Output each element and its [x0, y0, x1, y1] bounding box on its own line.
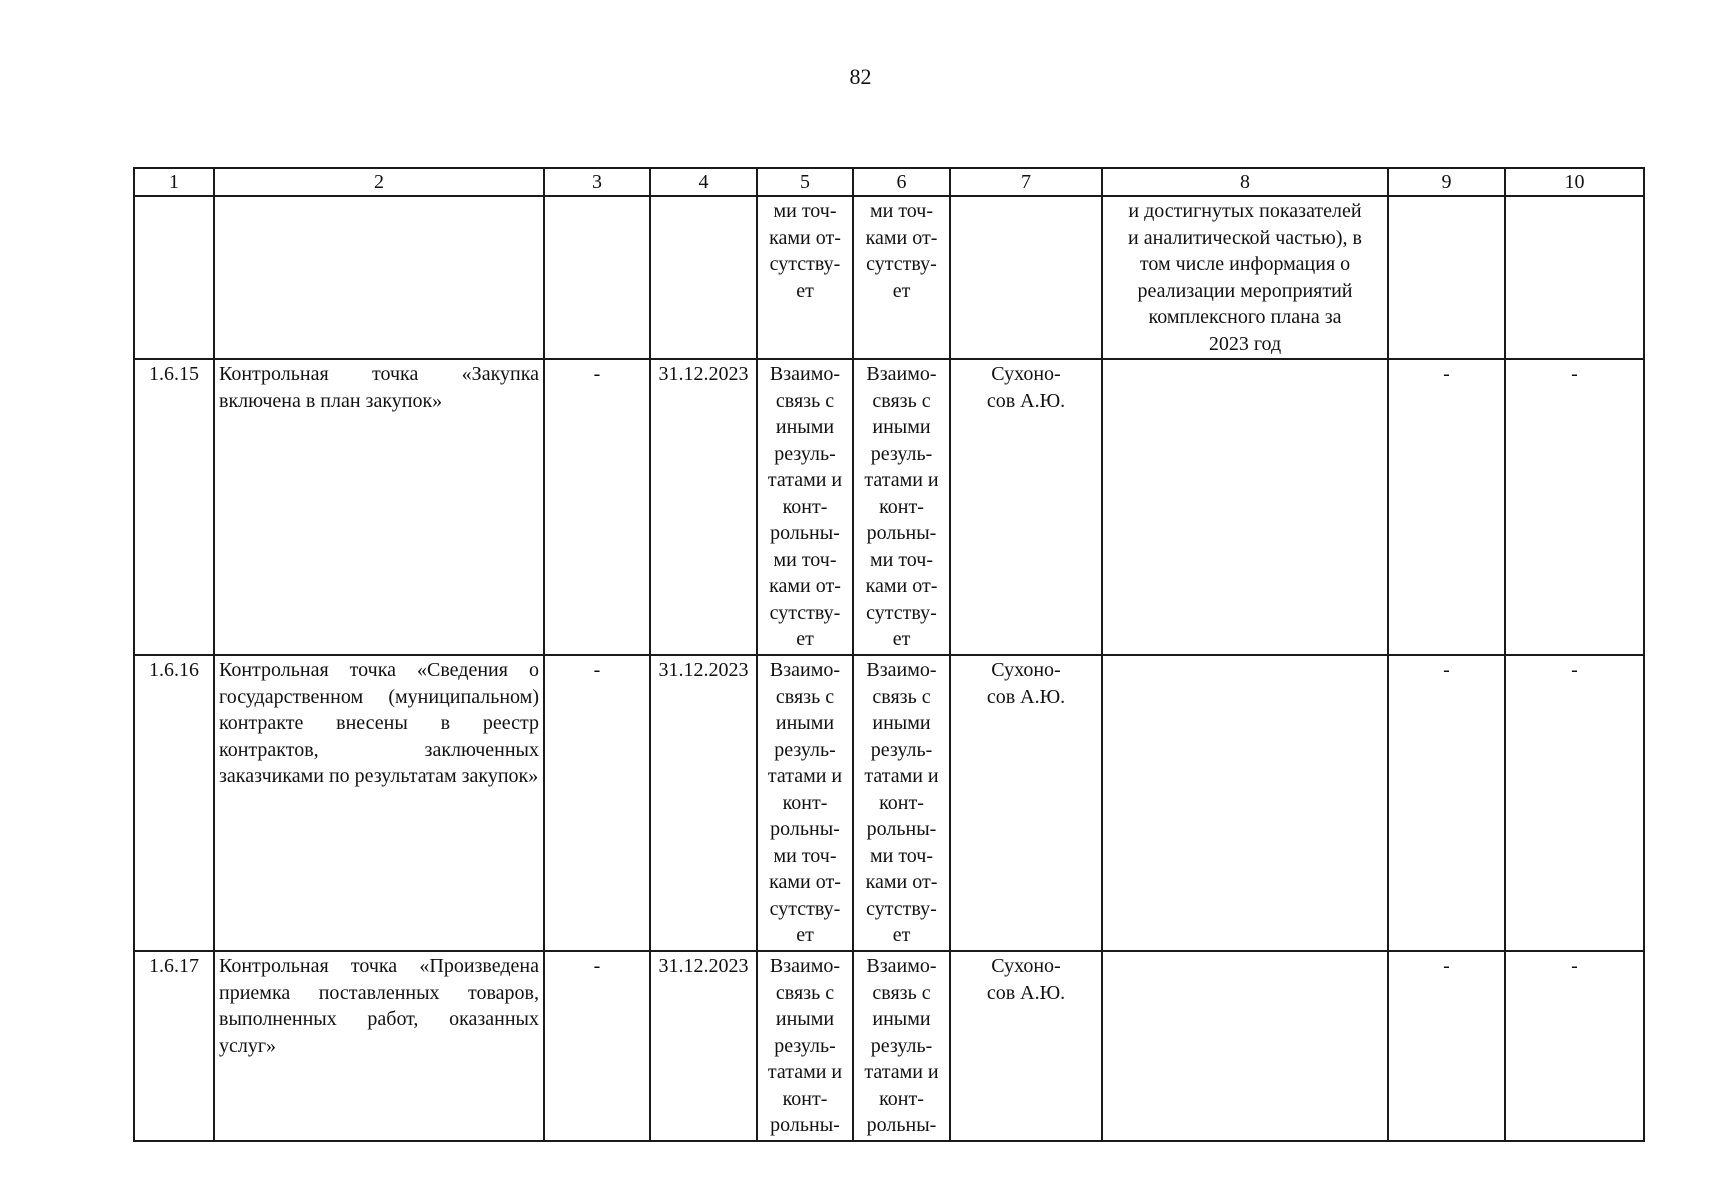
- cell-line: иными: [775, 416, 835, 438]
- cell-line: ет: [796, 628, 814, 650]
- relation-cell: [757, 359, 853, 655]
- cell-line: резуль-: [774, 738, 836, 761]
- relation-cell: [757, 951, 853, 1141]
- cell-line: 2023 год: [1208, 332, 1282, 355]
- cell-line: Сухоно-: [991, 659, 1061, 681]
- relation-cell: [757, 196, 853, 359]
- cell-line: Взаимо-: [769, 363, 841, 385]
- cell-line: рольны-: [866, 522, 937, 544]
- info-cell: [1102, 655, 1388, 951]
- table-row: [134, 196, 1644, 359]
- date-cell: 31.12.2023: [650, 359, 757, 655]
- column-numbers-row: [134, 168, 1644, 196]
- info-cell: [1102, 196, 1388, 359]
- cell-line: резуль-: [774, 442, 836, 465]
- plan-table: [133, 167, 1645, 1142]
- cell-line: татами и: [767, 469, 843, 491]
- table-row: [134, 655, 1644, 951]
- cell-line: резуль-: [870, 1034, 933, 1057]
- cell-line: связь с: [872, 685, 931, 708]
- cell-line: ми точ-: [773, 844, 837, 867]
- cell-line: ет: [892, 628, 911, 650]
- relation-cell: [853, 655, 950, 951]
- cell-line: связь с: [775, 685, 835, 708]
- info-cell: [1102, 359, 1388, 655]
- cell-line: иными: [872, 416, 931, 438]
- cell-line: и аналитической частью), в: [1128, 226, 1362, 249]
- column-header: 4: [650, 168, 757, 196]
- column-header: 3: [544, 168, 650, 196]
- cell-line: связь с: [872, 981, 931, 1004]
- column-3-cell: -: [544, 951, 650, 1141]
- cell-line: сов А.Ю.: [986, 685, 1066, 708]
- cell-line: сутству-: [769, 897, 841, 920]
- cell-line: иными: [872, 712, 931, 734]
- cell-line: связь с: [775, 389, 835, 412]
- column-header: 9: [1388, 168, 1505, 196]
- table-body: [134, 196, 1644, 1141]
- cell-line: том числе информация о: [1139, 253, 1351, 275]
- cell-line: комплексного плана за: [1148, 306, 1342, 328]
- cell-line: ет: [892, 924, 911, 946]
- cell-line: татами и: [767, 1061, 843, 1083]
- cell-line: связь с: [872, 389, 931, 412]
- column-header: 5: [757, 168, 853, 196]
- responsible-cell: [950, 196, 1102, 359]
- cell-line: рольны-: [866, 818, 937, 840]
- cell-line: иными: [872, 1008, 931, 1030]
- column-9-cell: -: [1388, 359, 1505, 655]
- responsible-cell: [950, 359, 1102, 655]
- cell-line: ми точ-: [773, 548, 837, 571]
- cell-line: ками от-: [865, 871, 938, 893]
- cell-line: Взаимо-: [866, 659, 937, 681]
- column-10-cell: [1505, 196, 1644, 359]
- cell-line: Взаимо-: [866, 363, 937, 385]
- cell-line: конт-: [879, 791, 924, 814]
- name-cell: [214, 196, 544, 359]
- cell-line: иными: [775, 1008, 835, 1030]
- cell-line: конт-: [782, 1087, 828, 1110]
- cell-line: ками от-: [769, 871, 841, 893]
- cell-line: конт-: [782, 791, 828, 814]
- cell-line: Сухоно-: [991, 955, 1061, 977]
- responsible-cell: [950, 951, 1102, 1141]
- cell-line: татами и: [767, 765, 843, 787]
- date-cell: [650, 196, 757, 359]
- cell-line: резуль-: [774, 1034, 836, 1057]
- name-cell: Контрольная точка «Сведения о государственном (муниципальном) контракте внесены в реестр контрактов, заключенных заказчиками по результатам закупок»: [214, 655, 544, 951]
- row-number-cell: [134, 196, 214, 359]
- column-10-cell: -: [1505, 951, 1644, 1141]
- cell-line: ками от-: [865, 575, 938, 597]
- column-9-cell: -: [1388, 655, 1505, 951]
- cell-line: ками от-: [769, 226, 841, 249]
- name-cell: Контрольная точка «Произведена приемка поставленных товаров, выполненных работ, оказанных услуг»: [214, 951, 544, 1141]
- name-cell: Контрольная точка «Закупка включена в план закупок»: [214, 359, 544, 655]
- cell-line: конт-: [879, 1087, 924, 1110]
- cell-line: ками от-: [769, 575, 841, 597]
- relation-cell: [757, 655, 853, 951]
- cell-line: связь с: [775, 981, 835, 1004]
- cell-line: сутству-: [866, 601, 937, 624]
- column-header: 10: [1505, 168, 1644, 196]
- cell-line: татами и: [864, 765, 939, 787]
- cell-line: Взаимо-: [866, 955, 937, 977]
- cell-line: ми точ-: [869, 548, 934, 571]
- table-row: [134, 359, 1644, 655]
- cell-line: сов А.Ю.: [986, 389, 1066, 412]
- cell-line: татами и: [864, 1061, 939, 1083]
- column-header: 2: [214, 168, 544, 196]
- column-3-cell: [544, 196, 650, 359]
- date-cell: 31.12.2023: [650, 951, 757, 1141]
- cell-line: сутству-: [866, 897, 937, 920]
- column-header: 7: [950, 168, 1102, 196]
- info-cell: [1102, 951, 1388, 1141]
- cell-line: рольны-: [866, 1114, 937, 1136]
- cell-line: ми точ-: [773, 200, 837, 222]
- relation-cell: [853, 359, 950, 655]
- cell-line: ет: [796, 279, 814, 302]
- cell-line: сов А.Ю.: [986, 981, 1066, 1004]
- cell-line: ми точ-: [869, 844, 934, 867]
- cell-line: сутству-: [769, 253, 841, 275]
- row-number-cell: 1.6.17: [134, 951, 214, 1141]
- cell-line: ками от-: [865, 226, 938, 249]
- relation-cell: [853, 951, 950, 1141]
- cell-line: иными: [775, 712, 835, 734]
- cell-line: ми точ-: [869, 200, 934, 222]
- cell-line: и достигнутых показателей: [1128, 200, 1362, 222]
- column-header: 1: [134, 168, 214, 196]
- cell-line: Взаимо-: [769, 955, 841, 977]
- column-3-cell: -: [544, 359, 650, 655]
- row-number-cell: 1.6.16: [134, 655, 214, 951]
- cell-line: татами и: [864, 469, 939, 491]
- relation-cell: [853, 196, 950, 359]
- cell-line: рольны-: [770, 1114, 840, 1136]
- cell-line: ет: [892, 279, 911, 302]
- column-10-cell: -: [1505, 655, 1644, 951]
- cell-line: рольны-: [770, 522, 840, 544]
- row-number-cell: 1.6.15: [134, 359, 214, 655]
- column-header: 8: [1102, 168, 1388, 196]
- column-10-cell: -: [1505, 359, 1644, 655]
- page-number: 82: [849, 64, 872, 89]
- cell-line: резуль-: [870, 442, 933, 465]
- column-9-cell: -: [1388, 951, 1505, 1141]
- cell-line: сутству-: [866, 253, 937, 275]
- column-header: 6: [853, 168, 950, 196]
- column-3-cell: -: [544, 655, 650, 951]
- responsible-cell: [950, 655, 1102, 951]
- cell-line: резуль-: [870, 738, 933, 761]
- cell-line: конт-: [782, 495, 828, 518]
- date-cell: 31.12.2023: [650, 655, 757, 951]
- cell-line: Взаимо-: [769, 659, 841, 681]
- table-row: [134, 951, 1644, 1141]
- cell-line: ет: [796, 924, 814, 946]
- cell-line: конт-: [879, 495, 924, 518]
- cell-line: Сухоно-: [991, 363, 1061, 385]
- column-9-cell: [1388, 196, 1505, 359]
- cell-line: рольны-: [770, 818, 840, 840]
- cell-line: реализации мероприятий: [1137, 279, 1353, 302]
- cell-line: сутству-: [769, 601, 841, 624]
